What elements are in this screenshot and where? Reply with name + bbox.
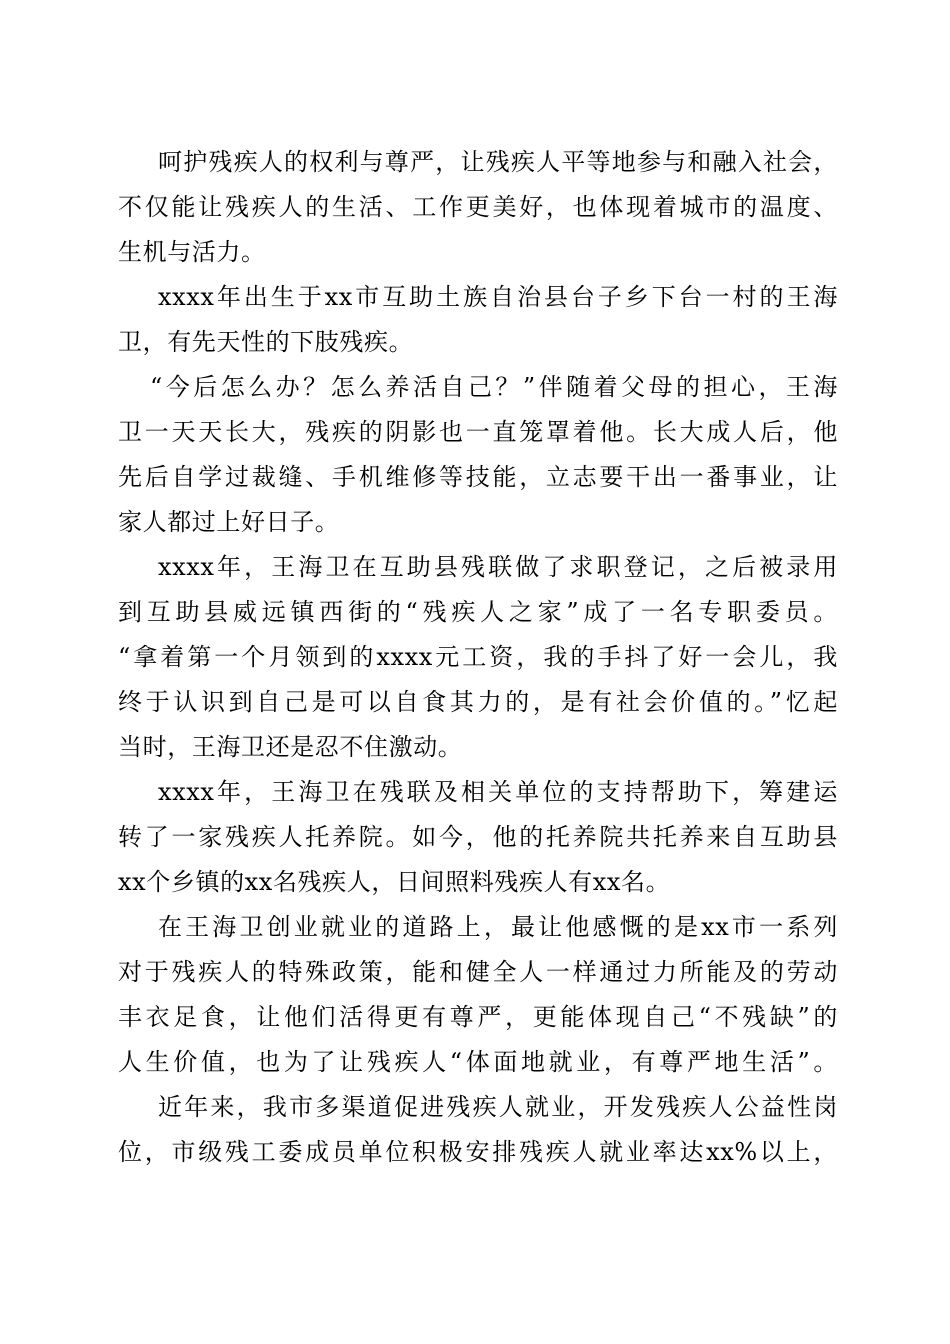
paragraph-1-line-1: 呵护残疾人的权利与尊严，让残疾人平等地参与和融入社会， <box>158 148 838 176</box>
paragraph-7-line-2: 位，市级残工委成员单位积极安排残疾人就业率达xx%以上， <box>118 1138 838 1166</box>
paragraph-6-line-1: 在王海卫创业就业的道路上，最让他感慨的是xx市一系列 <box>158 913 838 941</box>
paragraph-2-line-2: 卫，有先天性的下肢残疾。 <box>118 328 414 356</box>
paragraph-4-line-1: xxxx年，王海卫在互助县残联做了求职登记，之后被录用 <box>158 553 838 581</box>
paragraph-5-line-2: 转了一家残疾人托养院。如今，他的托养院共托养来自互助县 <box>118 823 838 851</box>
paragraph-3-line-2: 卫一天天长大，残疾的阴影也一直笼罩着他。长大成人后，他 <box>118 418 838 446</box>
paragraph-1-line-2: 不仅能让残疾人的生活、工作更美好，也体现着城市的温度、 <box>118 193 838 221</box>
paragraph-2-line-1: xxxx年出生于xx市互助土族自治县台子乡下台一村的王海 <box>158 283 838 311</box>
paragraph-4-line-2: 到互助县威远镇西街的“残疾人之家”成了一名专职委员。 <box>118 598 838 626</box>
paragraph-3-line-3: 先后自学过裁缝、手机维修等技能，立志要干出一番事业，让 <box>118 463 838 491</box>
paragraph-4-line-4: 终于认识到自己是可以自食其力的，是有社会价值的。”忆起 <box>118 688 838 716</box>
paragraph-4-line-5: 当时，王海卫还是忍不住激动。 <box>118 733 463 761</box>
paragraph-6-line-2: 对于残疾人的特殊政策，能和健全人一样通过力所能及的劳动 <box>118 958 838 986</box>
paragraph-6-line-4: 人生价值，也为了让残疾人“体面地就业，有尊严地生活”。 <box>118 1048 838 1076</box>
paragraph-5-line-3: xx个乡镇的xx名残疾人，日间照料残疾人有xx名。 <box>118 868 671 896</box>
paragraph-4-line-3: “拿着第一个月领到的xxxx元工资，我的手抖了好一会儿，我 <box>118 643 838 671</box>
paragraph-1-line-3: 生机与活力。 <box>118 238 266 266</box>
paragraph-3-line-4: 家人都过上好日子。 <box>118 508 340 536</box>
paragraph-7-line-1: 近年来，我市多渠道促进残疾人就业，开发残疾人公益性岗 <box>158 1093 838 1121</box>
paragraph-5-line-1: xxxx年，王海卫在残联及相关单位的支持帮助下，筹建运 <box>158 778 838 806</box>
paragraph-3-line-1: “今后怎么办？怎么养活自己？”伴随着父母的担心，王海 <box>150 373 838 401</box>
paragraph-6-line-3: 丰衣足食，让他们活得更有尊严，更能体现自己“不残缺”的 <box>118 1003 838 1031</box>
